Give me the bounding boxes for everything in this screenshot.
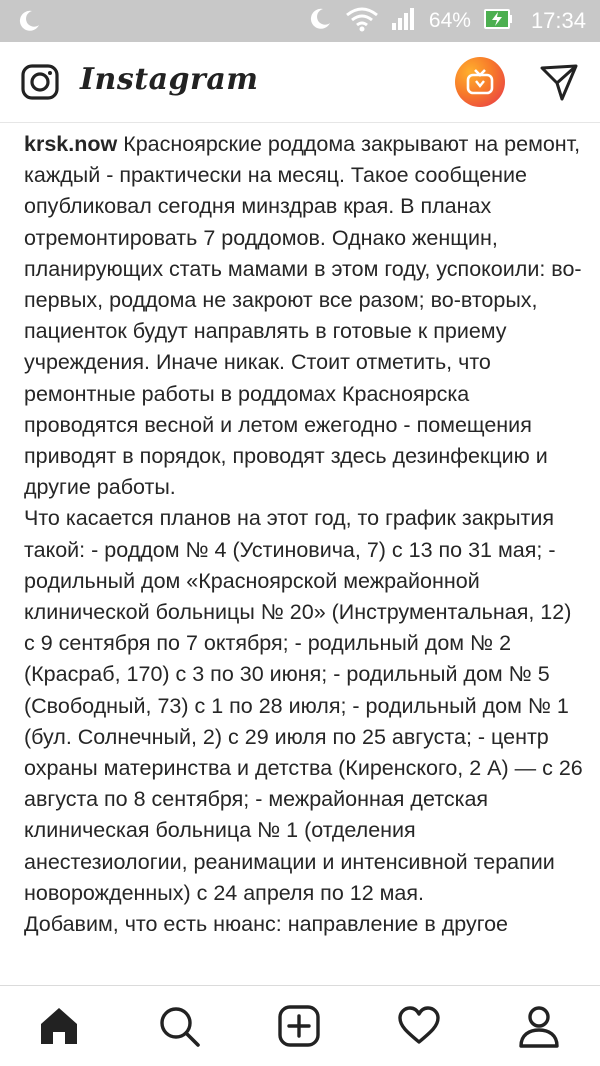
status-bar — [0, 0, 600, 42]
igtv-icon[interactable] — [455, 57, 505, 107]
battery-charging-icon — [483, 7, 513, 36]
battery-percent: 64% — [428, 9, 471, 32]
caption-paragraph: Что касается планов на этот год, то график закрытия такой: - роддом № 4 (Устиновича, 7) с 13 по 31 мая; - родильный дом «Красноярской межрайонной клинической больницы № 20» (Инструментальная, 12) с 9 сентября по 7 октября; - родильный дом № 2 (Красраб, 170) с 3 по 30 июня; - родильный дом № 5 (Свободный, 73) с 1 по 28 июля; - родильный дом № 1 (бул. Солнечный, 2) с 29 июля по 25 августа; - центр охраны материнства и детства (Киренского, 2 А) — с 26 августа по 8 сентября; - межрайонная детская клиническая больница № 1 (отделения анестезиологии, реанимации и интенсивной терапии новорожденных) с 24 апреля по 12 мая. — [24, 506, 583, 905]
direct-send-icon[interactable] — [540, 63, 578, 106]
moon-icon — [16, 8, 42, 39]
camera-icon[interactable] — [20, 62, 60, 107]
post-username[interactable]: krsk.now — [24, 132, 118, 156]
activity-heart-icon[interactable] — [397, 1004, 441, 1048]
search-icon[interactable] — [157, 1004, 201, 1048]
post-caption — [24, 129, 584, 940]
moon-icon — [307, 6, 333, 37]
clock: 17:34 — [530, 8, 586, 33]
caption-paragraph — [24, 129, 584, 503]
new-post-icon[interactable] — [277, 1004, 321, 1048]
signal-icon — [391, 7, 417, 36]
caption-text: Красноярские роддома закрывают на ремонт, каждый - практически на месяц. Такое сообщение опубликовал сегодня минздрав края. В планах отремонтировать 7 роддомов. Однако женщин, планирующих стать мамами в этом году, успокоили: во-первых, роддома не закроют все разом; во-вторых, пациенток будут направлять в готовые к приему учреждения. Иначе никак. Стоит отметить, что ремонтные работы в роддомах Красноярска проводятся весной и летом ежегодно - помещения приводят в порядок, проводят здесь дезинфекцию и другие работы. — [24, 132, 582, 500]
profile-icon[interactable] — [517, 1004, 561, 1048]
app-header — [0, 42, 600, 123]
caption-paragraph: Добавим, что есть нюанс: направление в другое — [24, 912, 509, 937]
wifi-icon — [345, 6, 379, 37]
home-icon[interactable] — [37, 1004, 81, 1048]
instagram-logo: Instagram — [80, 62, 259, 97]
bottom-navigation — [0, 985, 600, 1066]
